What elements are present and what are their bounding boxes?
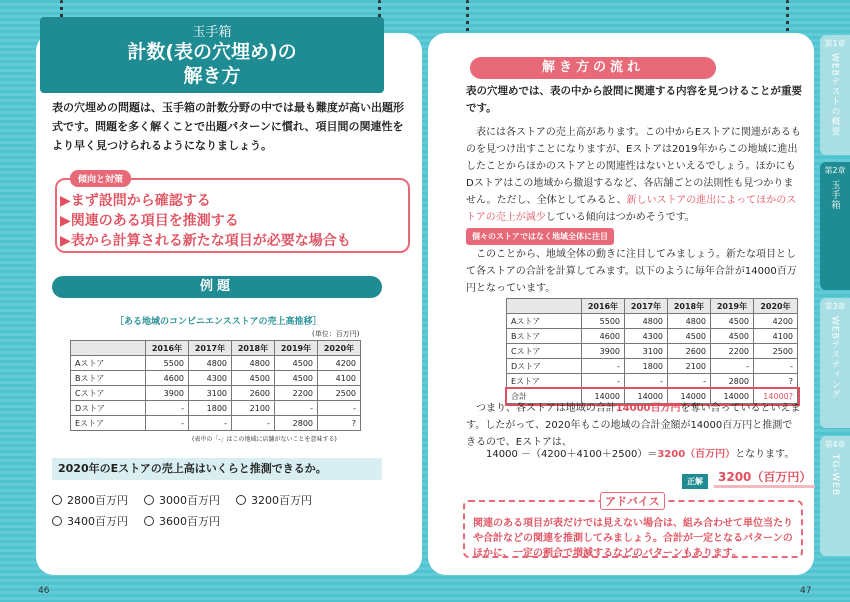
table-cell: 2200 bbox=[711, 344, 754, 359]
solution-paragraph: このことから、地域全体の動きに注目してみましょう。新たな項目として各ストアの合計を計算してみます。以下のように毎年合計が14000百万円となっています。 bbox=[466, 249, 797, 294]
tab-chapter: 第4章 bbox=[824, 440, 846, 449]
answer-option[interactable]: 3000百万円 bbox=[144, 492, 220, 508]
title-category: 玉手箱 bbox=[192, 25, 232, 40]
formula-text: 14000 －（4200＋4100＋2500）＝ bbox=[486, 449, 658, 460]
formula-line bbox=[486, 446, 822, 463]
table-header: 2017年 bbox=[189, 341, 232, 356]
paragraph-text: している傾向はつかめそうです。 bbox=[545, 212, 695, 223]
table-cell: - bbox=[668, 374, 711, 389]
answer-option[interactable]: 3400百万円 bbox=[52, 513, 128, 529]
table-cell: 3900 bbox=[582, 344, 625, 359]
table-cell: Bストア bbox=[71, 371, 146, 386]
chapter-tab-3[interactable] bbox=[820, 298, 850, 428]
table-row bbox=[507, 344, 798, 359]
table-row bbox=[71, 356, 361, 371]
table-cell: Aストア bbox=[71, 356, 146, 371]
table-cell: 4500 bbox=[232, 371, 275, 386]
table-header: 2020年 bbox=[318, 341, 361, 356]
table-cell: 4200 bbox=[318, 356, 361, 371]
table-cell: 4800 bbox=[189, 356, 232, 371]
answer-option[interactable]: 2800百万円 bbox=[52, 492, 128, 508]
table-cell: 2800 bbox=[711, 374, 754, 389]
solution-table bbox=[506, 298, 798, 404]
table-cell: 14000? bbox=[754, 389, 798, 404]
trend-item: ▶表から計算される新たな項目が必要な場合も bbox=[60, 233, 351, 249]
table-cell: Eストア bbox=[507, 374, 582, 389]
table-row bbox=[507, 359, 798, 374]
answer-option[interactable]: 3600百万円 bbox=[144, 513, 220, 529]
tab-chapter: 第1章 bbox=[824, 39, 846, 48]
callout-label: 個々のストアではなく地域全体に注目 bbox=[466, 228, 614, 245]
table-cell: 4600 bbox=[146, 371, 189, 386]
table-cell: Aストア bbox=[507, 314, 582, 329]
table-header bbox=[507, 299, 582, 314]
title-card bbox=[40, 17, 384, 93]
table-cell: 4800 bbox=[232, 356, 275, 371]
table-cell: - bbox=[232, 416, 275, 431]
table-cell: 4500 bbox=[668, 329, 711, 344]
table-cell: - bbox=[754, 359, 798, 374]
tab-chapter: 第2章 bbox=[824, 166, 846, 175]
table-header: 2017年 bbox=[625, 299, 668, 314]
paragraph-text: つまり、各ストアは地域の合計 bbox=[476, 403, 616, 414]
decor-dots bbox=[786, 0, 789, 35]
table-header: 2016年 bbox=[146, 341, 189, 356]
table-header: 2019年 bbox=[275, 341, 318, 356]
table-cell: 4500 bbox=[711, 329, 754, 344]
table-cell: 3900 bbox=[146, 386, 189, 401]
table-header: 2018年 bbox=[668, 299, 711, 314]
tab-chapter: 第3章 bbox=[824, 302, 846, 311]
table-cell: - bbox=[318, 401, 361, 416]
advice-tag: アドバイス bbox=[600, 492, 665, 510]
table-cell: Bストア bbox=[507, 329, 582, 344]
table-header: 2016年 bbox=[582, 299, 625, 314]
solution-paragraph bbox=[466, 400, 802, 451]
title-line-1: 計数(表の穴埋め)の bbox=[127, 41, 297, 63]
table-unit: (単位：百万円) bbox=[312, 330, 360, 338]
chapter-tab-1[interactable] bbox=[820, 35, 850, 155]
solution-lead: 表の穴埋めでは、表の中から設問に関連する内容を見つけることが重要です。 bbox=[466, 85, 802, 114]
advice-box: 関連のある項目が表だけでは見えない場合は、組み合わせて単位当たりや合計などの関連を推測してみましょう。合計が一定となるパターンのほかに、一定の割合で増減するなどのパターンもあります。 bbox=[463, 500, 803, 558]
table-cell: 14000 bbox=[582, 389, 625, 404]
table-header bbox=[71, 341, 146, 356]
table-cell: 3100 bbox=[625, 344, 668, 359]
tab-label: WEBテスティング bbox=[829, 316, 840, 400]
table-row bbox=[507, 374, 798, 389]
tab-label: WEBテストの概要 bbox=[829, 53, 840, 137]
title-line-2: 解き方 bbox=[183, 65, 241, 87]
table-cell: 3100 bbox=[189, 386, 232, 401]
table-row bbox=[71, 401, 361, 416]
table-cell: - bbox=[711, 359, 754, 374]
highlight-text: 新しいストアの進出によってほかのストアの売上が減少 bbox=[466, 195, 797, 223]
table-cell: Cストア bbox=[507, 344, 582, 359]
table-header: 2018年 bbox=[232, 341, 275, 356]
trend-item: ▶まず設問から確認する bbox=[60, 193, 211, 209]
table-cell: 4300 bbox=[189, 371, 232, 386]
table-title: ［ある地域のコンビニエンスストアの売上高推移］ bbox=[115, 317, 322, 327]
example-table bbox=[70, 340, 361, 431]
page-number-right: 47 bbox=[800, 586, 812, 596]
table-cell: 4100 bbox=[754, 329, 798, 344]
table-cell: - bbox=[146, 401, 189, 416]
table-cell: 2500 bbox=[318, 386, 361, 401]
table-cell: 4500 bbox=[275, 356, 318, 371]
table-cell: 2100 bbox=[232, 401, 275, 416]
paragraph-text: 表には各ストアの売上高があります。この中からEストアに関連があるものを見つけ出すことになりますが、Eストアは2019年からこの地域に進出したことからほかのストアとの関連性はないといえるでしょう。ほかにもDストアはこの地域から撤退するなど、各店舗ごとの法則性も見つかりません。ただし、全体としてみると、 bbox=[466, 127, 801, 206]
table-cell: 4500 bbox=[275, 371, 318, 386]
table-row bbox=[71, 371, 361, 386]
table-cell: - bbox=[582, 359, 625, 374]
table-cell: ? bbox=[318, 416, 361, 431]
formula-text: となります。 bbox=[735, 449, 795, 460]
example-header: 例題 bbox=[52, 276, 382, 298]
table-header: 2020年 bbox=[754, 299, 798, 314]
table-cell: 14000 bbox=[711, 389, 754, 404]
table-cell: 4200 bbox=[754, 314, 798, 329]
tab-label: 玉手箱 bbox=[829, 180, 840, 210]
table-cell: 2800 bbox=[275, 416, 318, 431]
table-cell: 4300 bbox=[625, 329, 668, 344]
answer-value: 3200（百万円） bbox=[714, 468, 815, 488]
table-cell: 5500 bbox=[582, 314, 625, 329]
solution-paragraph bbox=[466, 124, 802, 226]
table-row bbox=[71, 416, 361, 431]
table-cell: 2100 bbox=[668, 359, 711, 374]
table-cell: - bbox=[146, 416, 189, 431]
trend-item: ▶関連のある項目を推測する bbox=[60, 213, 239, 229]
table-cell: 14000 bbox=[668, 389, 711, 404]
highlight-text: 14000百万円 bbox=[615, 403, 681, 414]
table-cell: 4600 bbox=[582, 329, 625, 344]
table-cell: Dストア bbox=[507, 359, 582, 374]
table-cell: 合計 bbox=[507, 389, 582, 404]
table-cell: 5500 bbox=[146, 356, 189, 371]
table-cell: 2500 bbox=[754, 344, 798, 359]
chapter-tab-2[interactable] bbox=[820, 162, 850, 290]
table-cell: ? bbox=[754, 374, 798, 389]
table-cell: - bbox=[275, 401, 318, 416]
trend-tag: 傾向と対策 bbox=[70, 170, 131, 187]
intro-text: 表の穴埋めの問題は、玉手箱の計数分野の中では最も難度が高い出題形式です。問題を多く解くことで出題パターンに慣れ、項目間の関連性をより早く見つけられるようになりましょう。 bbox=[52, 101, 404, 152]
table-cell: 4500 bbox=[711, 314, 754, 329]
solution-header: 解き方の流れ bbox=[470, 57, 716, 79]
table-cell: 4800 bbox=[625, 314, 668, 329]
formula-result: 3200（百万円） bbox=[657, 449, 736, 460]
table-header-row bbox=[507, 299, 798, 314]
table-header-row bbox=[71, 341, 361, 356]
question-text: 2020年のEストアの売上高はいくらと推測できるか。 bbox=[52, 458, 382, 480]
table-row bbox=[71, 386, 361, 401]
table-header: 2019年 bbox=[711, 299, 754, 314]
answer-option[interactable]: 3200百万円 bbox=[236, 492, 312, 508]
table-cell: 4100 bbox=[318, 371, 361, 386]
decor-dots bbox=[466, 0, 469, 35]
table-cell: 4800 bbox=[668, 314, 711, 329]
table-cell: Eストア bbox=[71, 416, 146, 431]
table-cell: Cストア bbox=[71, 386, 146, 401]
table-row bbox=[507, 314, 798, 329]
page-number-left: 46 bbox=[38, 586, 50, 596]
table-cell: 2600 bbox=[668, 344, 711, 359]
tab-label: TG-WEB bbox=[830, 454, 840, 497]
table-row bbox=[507, 329, 798, 344]
table-cell: 1800 bbox=[625, 359, 668, 374]
table-cell: 2600 bbox=[232, 386, 275, 401]
table-cell: Dストア bbox=[71, 401, 146, 416]
table-cell: 1800 bbox=[189, 401, 232, 416]
table-cell: - bbox=[189, 416, 232, 431]
table-cell: - bbox=[625, 374, 668, 389]
table-cell: - bbox=[582, 374, 625, 389]
answer-tag: 正解 bbox=[682, 474, 708, 489]
table-note: (表中の「-」はこの地域に店舗がないことを意味する) bbox=[192, 436, 337, 443]
table-cell: 14000 bbox=[625, 389, 668, 404]
paragraph-text: を奪い合っているといえます。したがって、2020年もこの地域の合計金額が14000百万円と推測できるので、Eストアは、 bbox=[466, 403, 801, 448]
table-cell: 2200 bbox=[275, 386, 318, 401]
chapter-tab-4[interactable] bbox=[820, 436, 850, 556]
